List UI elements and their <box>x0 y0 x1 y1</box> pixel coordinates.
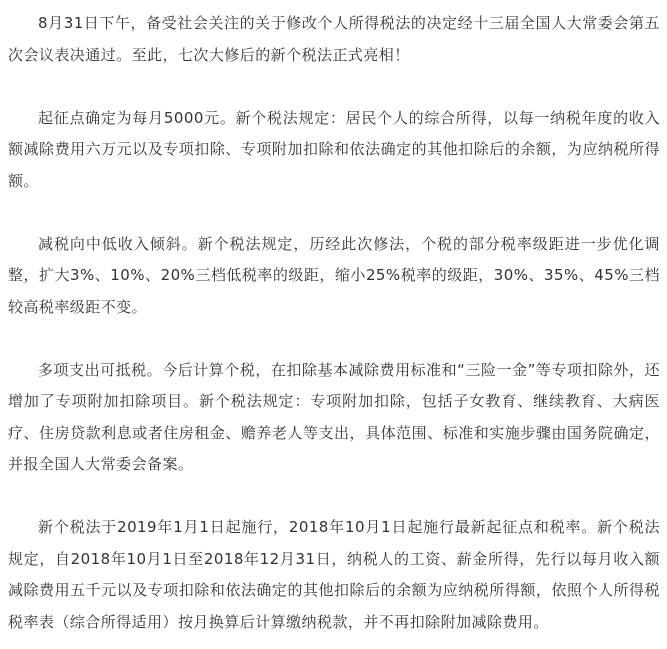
paragraph-effective-date: 新个税法于2019年1月1日起施行，2018年10月1日起施行最新起征点和税率。新个税法规定，自2018年10月1日至2018年12月31日，纳税人的工资、薪金所得，先行以每月收入额减除费用五千元以及专项扣除和依法确定的其他扣除后的余额为应纳税所得额，依照个人所得税税率表（综合所得适用）按月换算后计算缴纳税款，并不再扣除附加减除费用。 <box>8 518 660 631</box>
paragraph-tax-brackets: 减税向中低收入倾斜。新个税法规定，历经此次修法，个税的部分税率级距进一步优化调整，扩大3%、10%、20%三档低税率的级距，缩小25%税率的级距，30%、35%、45%三档较高税率级距不变。 <box>8 234 660 316</box>
paragraph-deductions: 多项支出可抵税。今后计算个税，在扣除基本减除费用标准和“三险一金”等专项扣除外，还增加了专项附加扣除项目。新个税法规定：专项附加扣除，包括子女教育、继续教育、大病医疗、住房贷款利息或者住房租金、赡养老人等支出，具体范围、标准和实施步骤由国务院确定，并报全国人大常委会备案。 <box>8 360 660 473</box>
paragraph-threshold: 起征点确定为每月5000元。新个税法规定：居民个人的综合所得，以每一纳税年度的收入额减除费用六万元以及专项扣除、专项附加扣除和依法确定的其他扣除后的余额，为应纳税所得额。 <box>8 108 660 190</box>
paragraph-intro: 8月31日下午，备受社会关注的关于修改个人所得税法的决定经十三届全国人大常委会第五次会议表决通过。至此，七次大修后的新个税法正式亮相！ <box>8 14 660 64</box>
